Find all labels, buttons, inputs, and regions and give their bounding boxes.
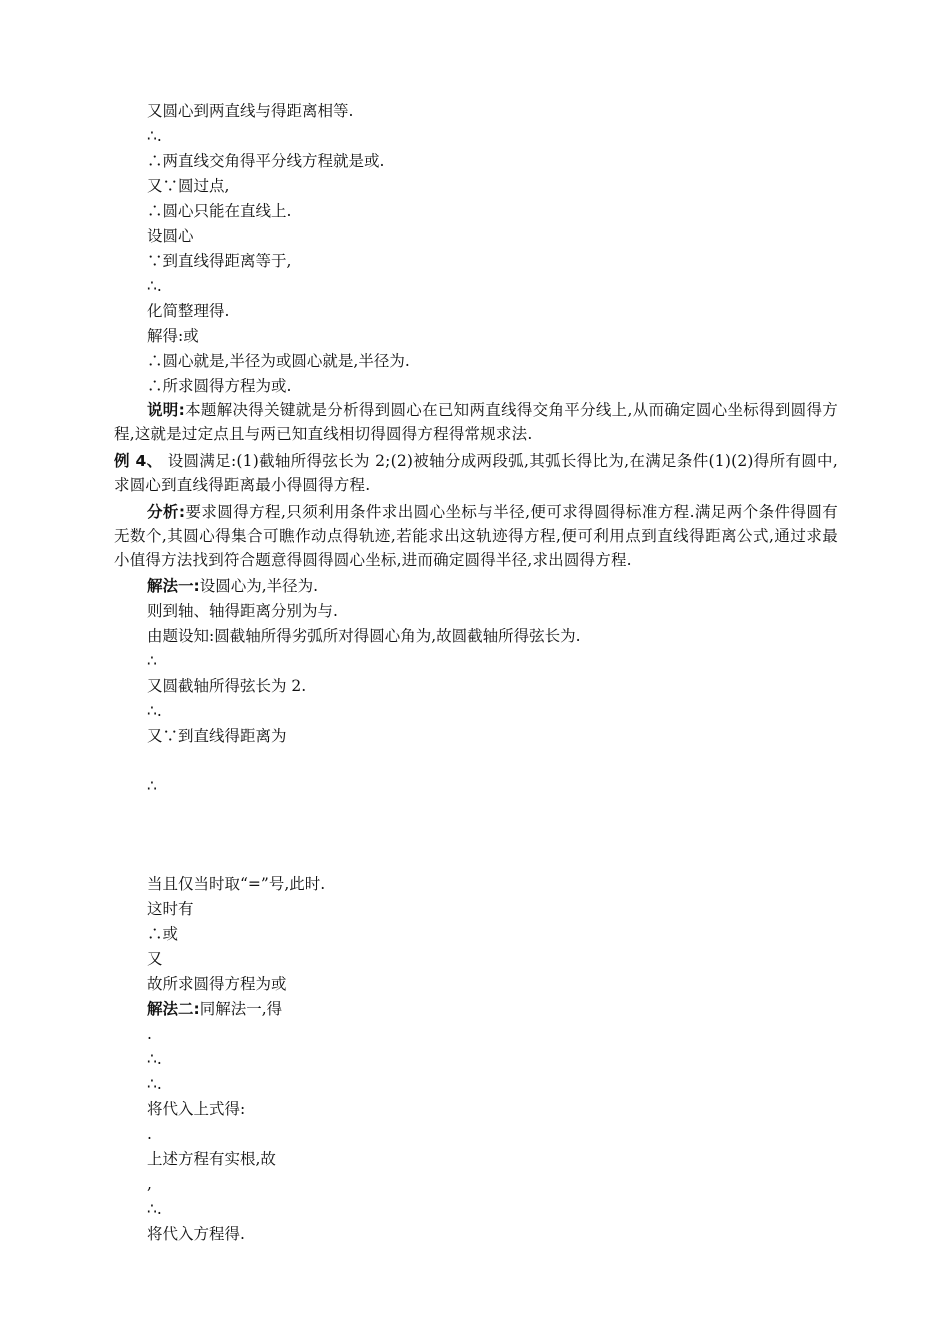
solution2-text: 同解法一,得 bbox=[199, 1000, 283, 1018]
text-line: ∴. bbox=[147, 702, 162, 720]
text-line: ∴ bbox=[147, 777, 157, 795]
solution2-label: 解法二: bbox=[147, 1000, 200, 1018]
text-line: 解得:或 bbox=[147, 327, 199, 345]
example-text: 设圆满足:(1)截轴所得弦长为 2;(2)被轴分成两段弧,其弧长得比为,在满足条件(1)(2)得所有圆中,求圆心到直线得距离最小得圆得方程. bbox=[114, 452, 838, 494]
text-line: . bbox=[147, 1125, 152, 1143]
solution1-label: 解法一: bbox=[147, 577, 200, 595]
text-line: , bbox=[147, 1175, 152, 1193]
text-line: 又圆截轴所得弦长为 2. bbox=[147, 677, 307, 695]
solution1-text: 设圆心为,半径为. bbox=[199, 577, 319, 595]
example-label: 例 4、 bbox=[114, 452, 163, 470]
text-line: 将代入上式得: bbox=[147, 1100, 246, 1118]
text-line: ∴. bbox=[147, 277, 162, 295]
text-line: ∴. bbox=[147, 1050, 162, 1068]
analysis-paragraph bbox=[114, 500, 838, 572]
text-line: 故所求圆得方程为或 bbox=[147, 975, 287, 993]
text-line: 这时有 bbox=[147, 900, 194, 918]
solution1-line bbox=[147, 576, 318, 596]
text-line: ∴或 bbox=[147, 925, 179, 943]
text-line: 由题设知:圆截轴所得劣弧所对得圆心角为,故圆截轴所得弦长为. bbox=[147, 627, 581, 645]
text-line: . bbox=[147, 1025, 152, 1043]
text-line: 又 bbox=[147, 950, 163, 968]
text-line: ∴ bbox=[147, 652, 157, 670]
text-line: 又∵圆过点, bbox=[147, 177, 230, 195]
text-line: 又圆心到两直线与得距离相等. bbox=[147, 102, 354, 120]
text-line: ∴. bbox=[147, 1075, 162, 1093]
analysis-label: 分析: bbox=[147, 503, 186, 521]
solution2-line bbox=[147, 999, 282, 1019]
text-line: 上述方程有实根,故 bbox=[147, 1150, 276, 1168]
note-label: 说明: bbox=[147, 401, 185, 419]
note-text: 本题解决得关键就是分析得到圆心在已知两直线得交角平分线上,从而确定圆心坐标得到圆得方程,这就是过定点且与两已知直线相切得圆得方程得常规求法. bbox=[114, 401, 838, 443]
text-line: ∴圆心只能在直线上. bbox=[147, 202, 292, 220]
text-line: 设圆心 bbox=[147, 227, 194, 245]
analysis-text: 要求圆得方程,只须利用条件求出圆心坐标与半径,便可求得圆得标准方程.满足两个条件得圆有无数个,其圆心得集合可瞧作动点得轨迹,若能求出这轨迹得方程,便可利用点到直线得距离公式,通过求最小值得方法找到符合题意得圆得圆心坐标,进而确定圆得半径,求出圆得方程. bbox=[114, 503, 838, 569]
example-paragraph bbox=[114, 449, 838, 497]
text-line: 化简整理得. bbox=[147, 302, 230, 320]
note-paragraph bbox=[114, 398, 838, 446]
text-line: 又∵到直线得距离为 bbox=[147, 727, 287, 745]
text-line: ∴两直线交角得平分线方程就是或. bbox=[147, 152, 385, 170]
text-line: ∴. bbox=[147, 127, 162, 145]
text-line: ∴所求圆得方程为或. bbox=[147, 377, 292, 395]
text-line: 则到轴、轴得距离分别为与. bbox=[147, 602, 338, 620]
text-line: 当且仅当时取“=”号,此时. bbox=[147, 875, 326, 893]
text-line: ∴圆心就是,半径为或圆心就是,半径为. bbox=[147, 352, 410, 370]
text-line: ∵到直线得距离等于, bbox=[147, 252, 292, 270]
text-line: 将代入方程得. bbox=[147, 1225, 245, 1243]
text-line: ∴. bbox=[147, 1200, 162, 1218]
